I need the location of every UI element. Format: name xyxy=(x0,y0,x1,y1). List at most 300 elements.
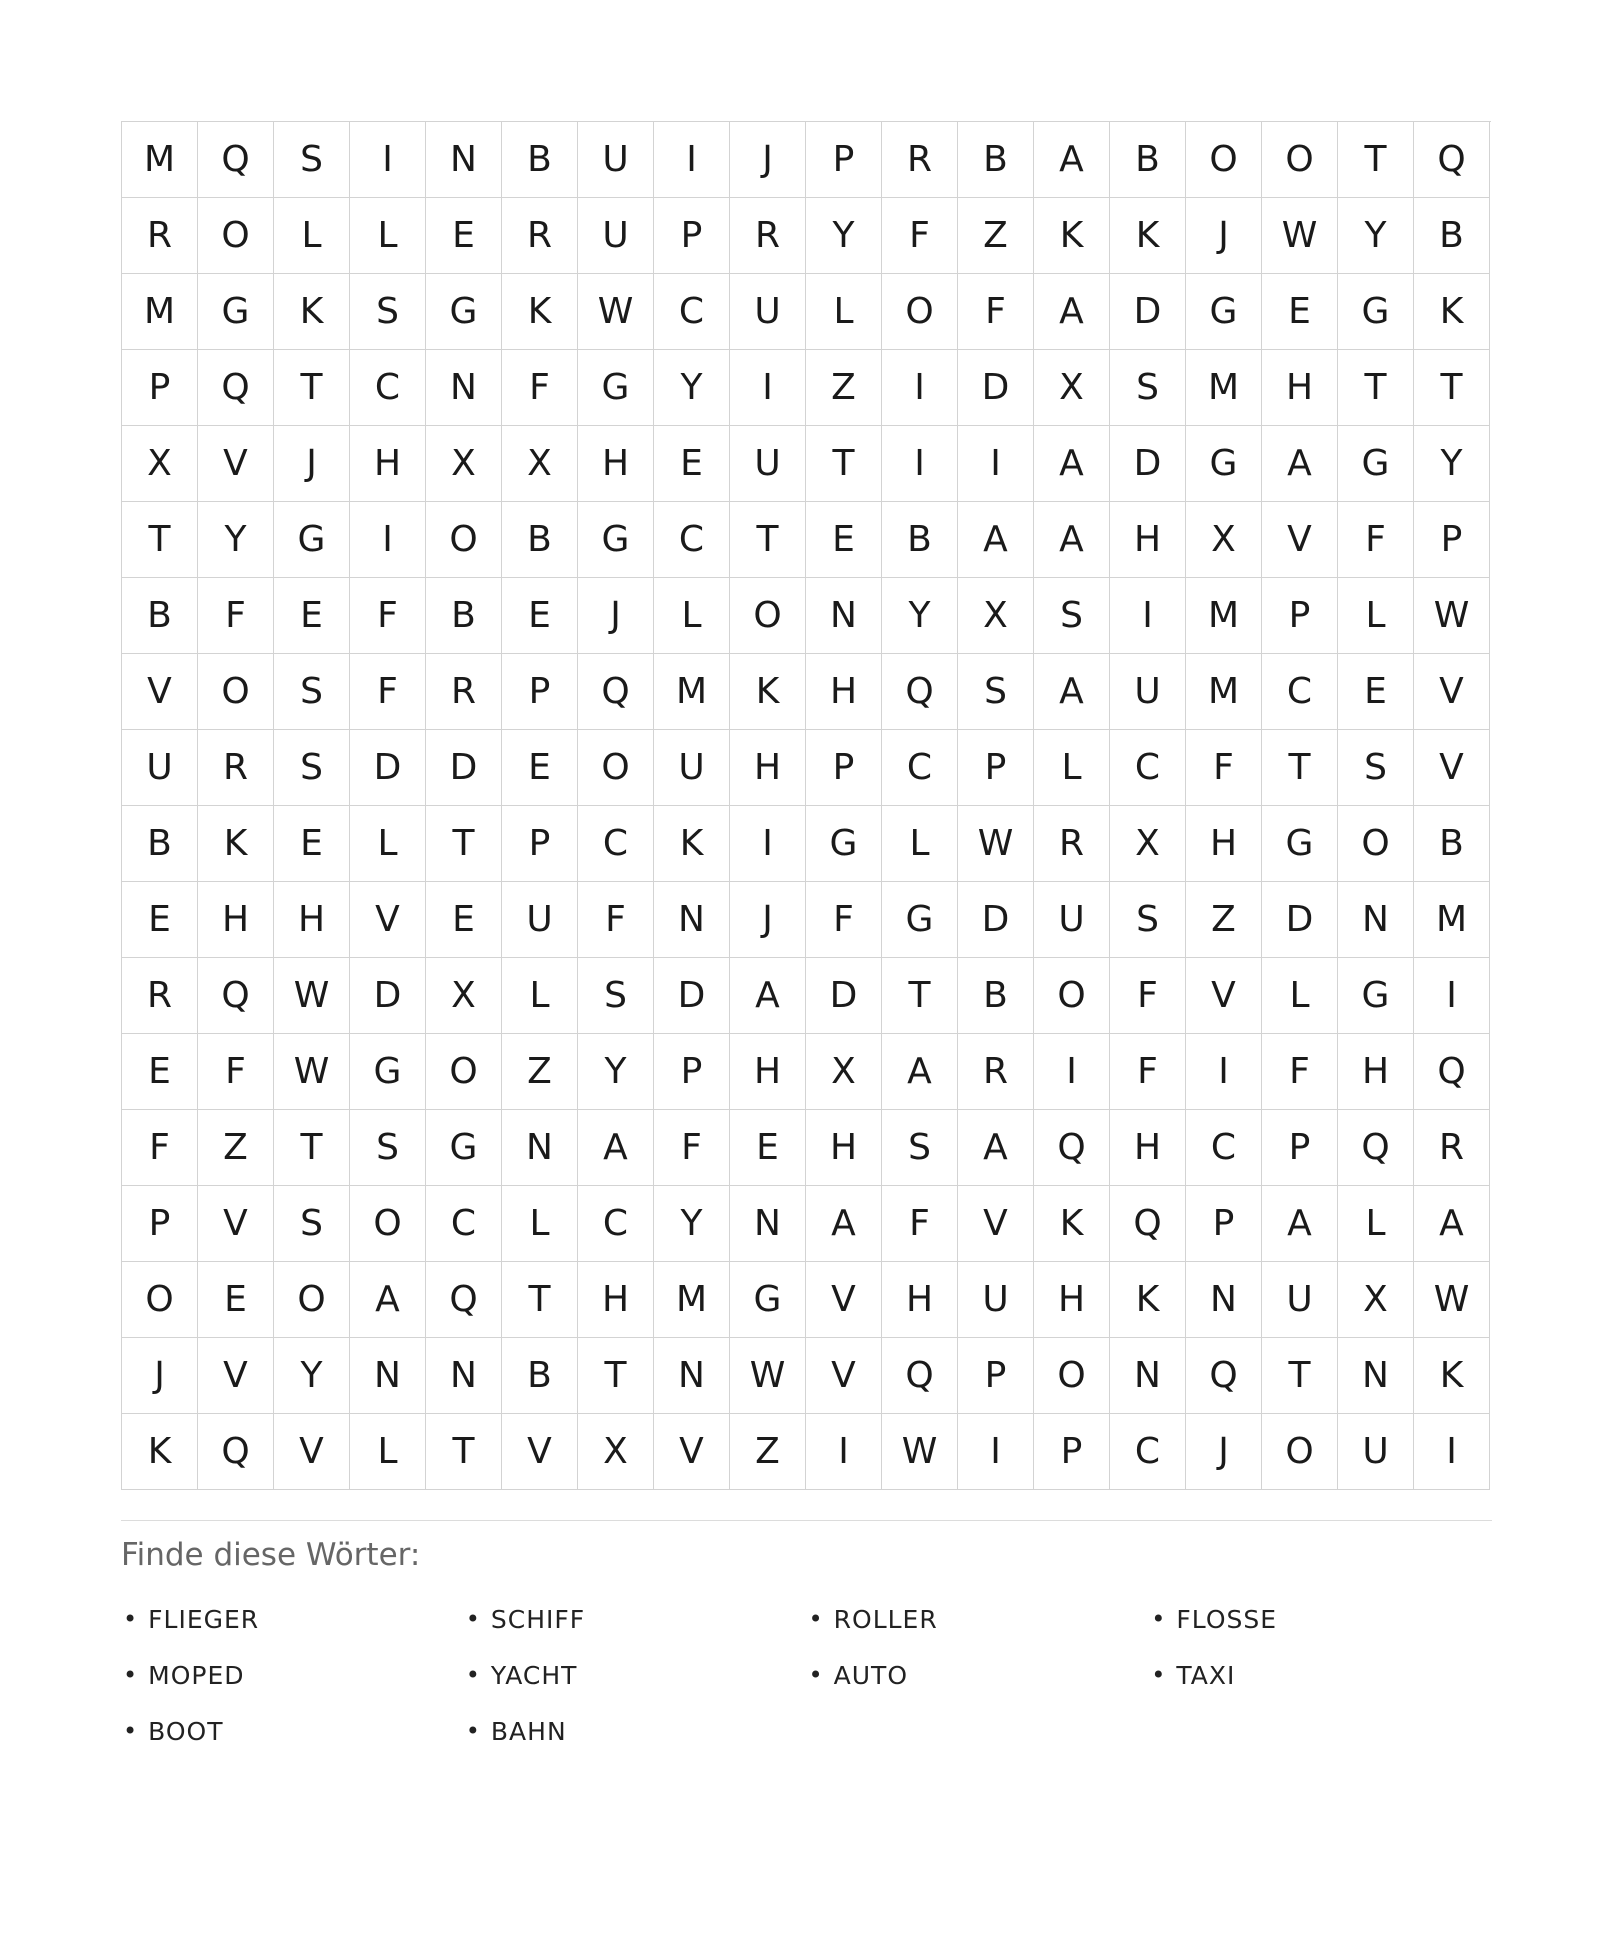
grid-cell[interactable]: S xyxy=(1338,730,1414,806)
grid-cell[interactable]: S xyxy=(1034,578,1110,654)
grid-cell[interactable]: A xyxy=(882,1034,958,1110)
grid-cell[interactable]: I xyxy=(730,806,806,882)
grid-cell[interactable]: Y xyxy=(654,1186,730,1262)
grid-cell[interactable]: D xyxy=(1262,882,1338,958)
grid-cell[interactable]: B xyxy=(1110,122,1186,198)
grid-cell[interactable]: X xyxy=(1034,350,1110,426)
grid-cell[interactable]: T xyxy=(806,426,882,502)
grid-cell[interactable]: C xyxy=(654,502,730,578)
grid-cell[interactable]: M xyxy=(122,122,198,198)
grid-cell[interactable]: K xyxy=(1034,1186,1110,1262)
grid-cell[interactable]: D xyxy=(654,958,730,1034)
grid-cell[interactable]: P xyxy=(1414,502,1490,578)
grid-cell[interactable]: F xyxy=(198,578,274,654)
grid-cell[interactable]: P xyxy=(122,1186,198,1262)
grid-cell[interactable]: R xyxy=(198,730,274,806)
grid-cell[interactable]: L xyxy=(502,958,578,1034)
grid-cell[interactable]: H xyxy=(1262,350,1338,426)
grid-cell[interactable]: Z xyxy=(198,1110,274,1186)
grid-cell[interactable]: I xyxy=(1110,578,1186,654)
grid-cell[interactable]: K xyxy=(1414,274,1490,350)
grid-cell[interactable]: U xyxy=(578,122,654,198)
grid-cell[interactable]: O xyxy=(198,198,274,274)
grid-cell[interactable]: K xyxy=(1110,198,1186,274)
grid-cell[interactable]: O xyxy=(578,730,654,806)
grid-cell[interactable]: O xyxy=(882,274,958,350)
grid-cell[interactable]: C xyxy=(882,730,958,806)
grid-cell[interactable]: W xyxy=(1262,198,1338,274)
grid-cell[interactable]: X xyxy=(1338,1262,1414,1338)
grid-cell[interactable]: N xyxy=(502,1110,578,1186)
grid-cell[interactable]: D xyxy=(1110,426,1186,502)
grid-cell[interactable]: F xyxy=(958,274,1034,350)
grid-cell[interactable]: B xyxy=(502,122,578,198)
grid-cell[interactable]: C xyxy=(350,350,426,426)
grid-cell[interactable]: O xyxy=(1262,1414,1338,1490)
grid-cell[interactable]: K xyxy=(654,806,730,882)
grid-cell[interactable]: I xyxy=(350,502,426,578)
grid-cell[interactable]: D xyxy=(350,730,426,806)
grid-cell[interactable]: V xyxy=(1414,654,1490,730)
grid-cell[interactable]: C xyxy=(1186,1110,1262,1186)
grid-cell[interactable]: N xyxy=(350,1338,426,1414)
grid-cell[interactable]: S xyxy=(350,274,426,350)
grid-cell[interactable]: H xyxy=(1110,502,1186,578)
grid-cell[interactable]: W xyxy=(1414,578,1490,654)
grid-cell[interactable]: Y xyxy=(654,350,730,426)
grid-cell[interactable]: G xyxy=(1338,958,1414,1034)
grid-cell[interactable]: N xyxy=(654,882,730,958)
grid-cell[interactable]: Y xyxy=(274,1338,350,1414)
grid-cell[interactable]: P xyxy=(958,730,1034,806)
grid-cell[interactable]: D xyxy=(958,882,1034,958)
grid-cell[interactable]: T xyxy=(502,1262,578,1338)
grid-cell[interactable]: T xyxy=(1338,122,1414,198)
grid-cell[interactable]: W xyxy=(578,274,654,350)
grid-cell[interactable]: F xyxy=(578,882,654,958)
grid-cell[interactable]: F xyxy=(882,198,958,274)
grid-cell[interactable]: M xyxy=(1186,578,1262,654)
grid-cell[interactable]: U xyxy=(958,1262,1034,1338)
grid-cell[interactable]: A xyxy=(1262,1186,1338,1262)
grid-cell[interactable]: M xyxy=(122,274,198,350)
grid-cell[interactable]: M xyxy=(654,1262,730,1338)
grid-cell[interactable]: B xyxy=(958,958,1034,1034)
grid-cell[interactable]: L xyxy=(1262,958,1338,1034)
grid-cell[interactable]: S xyxy=(350,1110,426,1186)
grid-cell[interactable]: R xyxy=(122,958,198,1034)
grid-cell[interactable]: Z xyxy=(958,198,1034,274)
grid-cell[interactable]: G xyxy=(806,806,882,882)
grid-cell[interactable]: G xyxy=(882,882,958,958)
grid-cell[interactable]: M xyxy=(1414,882,1490,958)
grid-cell[interactable]: G xyxy=(1186,274,1262,350)
grid-cell[interactable]: L xyxy=(1338,578,1414,654)
grid-cell[interactable]: H xyxy=(806,654,882,730)
grid-cell[interactable]: Y xyxy=(882,578,958,654)
grid-cell[interactable]: A xyxy=(958,1110,1034,1186)
grid-cell[interactable]: F xyxy=(882,1186,958,1262)
grid-cell[interactable]: O xyxy=(426,1034,502,1110)
grid-cell[interactable]: P xyxy=(654,198,730,274)
grid-cell[interactable]: C xyxy=(654,274,730,350)
grid-cell[interactable]: X xyxy=(122,426,198,502)
grid-cell[interactable]: H xyxy=(730,730,806,806)
grid-cell[interactable]: Q xyxy=(426,1262,502,1338)
grid-cell[interactable]: U xyxy=(730,274,806,350)
grid-cell[interactable]: V xyxy=(654,1414,730,1490)
grid-cell[interactable]: D xyxy=(806,958,882,1034)
grid-cell[interactable]: Q xyxy=(1034,1110,1110,1186)
grid-cell[interactable]: E xyxy=(730,1110,806,1186)
grid-cell[interactable]: R xyxy=(1034,806,1110,882)
grid-cell[interactable]: A xyxy=(1034,502,1110,578)
grid-cell[interactable]: P xyxy=(502,654,578,730)
grid-cell[interactable]: N xyxy=(730,1186,806,1262)
grid-cell[interactable]: P xyxy=(1262,578,1338,654)
grid-cell[interactable]: H xyxy=(1338,1034,1414,1110)
grid-cell[interactable]: U xyxy=(654,730,730,806)
grid-cell[interactable]: L xyxy=(654,578,730,654)
grid-cell[interactable]: A xyxy=(350,1262,426,1338)
grid-cell[interactable]: S xyxy=(1110,882,1186,958)
grid-cell[interactable]: B xyxy=(426,578,502,654)
grid-cell[interactable]: G xyxy=(1186,426,1262,502)
grid-cell[interactable]: P xyxy=(1262,1110,1338,1186)
grid-cell[interactable]: K xyxy=(1034,198,1110,274)
grid-cell[interactable]: O xyxy=(1338,806,1414,882)
grid-cell[interactable]: L xyxy=(350,1414,426,1490)
grid-cell[interactable]: X xyxy=(578,1414,654,1490)
grid-cell[interactable]: I xyxy=(1186,1034,1262,1110)
grid-cell[interactable]: V xyxy=(198,1338,274,1414)
grid-cell[interactable]: Y xyxy=(1338,198,1414,274)
grid-cell[interactable]: D xyxy=(958,350,1034,426)
grid-cell[interactable]: T xyxy=(578,1338,654,1414)
grid-cell[interactable]: O xyxy=(122,1262,198,1338)
grid-cell[interactable]: F xyxy=(350,578,426,654)
grid-cell[interactable]: D xyxy=(1110,274,1186,350)
grid-cell[interactable]: A xyxy=(1034,274,1110,350)
grid-cell[interactable]: I xyxy=(1414,958,1490,1034)
grid-cell[interactable]: S xyxy=(274,1186,350,1262)
grid-cell[interactable]: Z xyxy=(806,350,882,426)
grid-cell[interactable]: H xyxy=(1034,1262,1110,1338)
grid-cell[interactable]: N xyxy=(1110,1338,1186,1414)
grid-cell[interactable]: U xyxy=(1262,1262,1338,1338)
grid-cell[interactable]: N xyxy=(426,122,502,198)
grid-cell[interactable]: Q xyxy=(882,654,958,730)
grid-cell[interactable]: O xyxy=(350,1186,426,1262)
grid-cell[interactable]: E xyxy=(198,1262,274,1338)
grid-cell[interactable]: P xyxy=(958,1338,1034,1414)
grid-cell[interactable]: S xyxy=(1110,350,1186,426)
grid-cell[interactable]: S xyxy=(274,122,350,198)
grid-cell[interactable]: X xyxy=(426,426,502,502)
grid-cell[interactable]: G xyxy=(578,350,654,426)
grid-cell[interactable]: T xyxy=(882,958,958,1034)
grid-cell[interactable]: G xyxy=(1262,806,1338,882)
grid-cell[interactable]: S xyxy=(578,958,654,1034)
grid-cell[interactable]: L xyxy=(350,198,426,274)
grid-cell[interactable]: Y xyxy=(1414,426,1490,502)
grid-cell[interactable]: F xyxy=(198,1034,274,1110)
grid-cell[interactable]: M xyxy=(1186,350,1262,426)
grid-cell[interactable]: Z xyxy=(730,1414,806,1490)
grid-cell[interactable]: O xyxy=(730,578,806,654)
grid-cell[interactable]: A xyxy=(578,1110,654,1186)
grid-cell[interactable]: K xyxy=(122,1414,198,1490)
grid-cell[interactable]: V xyxy=(806,1262,882,1338)
grid-cell[interactable]: P xyxy=(1186,1186,1262,1262)
grid-cell[interactable]: R xyxy=(958,1034,1034,1110)
grid-cell[interactable]: J xyxy=(122,1338,198,1414)
grid-cell[interactable]: O xyxy=(1186,122,1262,198)
grid-cell[interactable]: Y xyxy=(806,198,882,274)
grid-cell[interactable]: F xyxy=(1338,502,1414,578)
grid-cell[interactable]: V xyxy=(502,1414,578,1490)
grid-cell[interactable]: T xyxy=(1414,350,1490,426)
grid-cell[interactable]: N xyxy=(426,350,502,426)
grid-cell[interactable]: V xyxy=(1186,958,1262,1034)
grid-cell[interactable]: A xyxy=(1414,1186,1490,1262)
grid-cell[interactable]: T xyxy=(426,1414,502,1490)
grid-cell[interactable]: E xyxy=(806,502,882,578)
grid-cell[interactable]: H xyxy=(274,882,350,958)
grid-cell[interactable]: R xyxy=(730,198,806,274)
grid-cell[interactable]: U xyxy=(730,426,806,502)
grid-cell[interactable]: A xyxy=(1034,654,1110,730)
grid-cell[interactable]: E xyxy=(654,426,730,502)
grid-cell[interactable]: R xyxy=(882,122,958,198)
grid-cell[interactable]: Z xyxy=(1186,882,1262,958)
grid-cell[interactable]: B xyxy=(502,502,578,578)
grid-cell[interactable]: E xyxy=(426,882,502,958)
grid-cell[interactable]: E xyxy=(502,578,578,654)
grid-cell[interactable]: B xyxy=(882,502,958,578)
grid-cell[interactable]: Q xyxy=(578,654,654,730)
grid-cell[interactable]: X xyxy=(1186,502,1262,578)
grid-cell[interactable]: N xyxy=(654,1338,730,1414)
grid-cell[interactable]: U xyxy=(578,198,654,274)
grid-cell[interactable]: V xyxy=(350,882,426,958)
grid-cell[interactable]: T xyxy=(730,502,806,578)
grid-cell[interactable]: S xyxy=(274,654,350,730)
grid-cell[interactable]: N xyxy=(1338,1338,1414,1414)
grid-cell[interactable]: H xyxy=(1186,806,1262,882)
grid-cell[interactable]: L xyxy=(1034,730,1110,806)
grid-cell[interactable]: L xyxy=(1338,1186,1414,1262)
grid-cell[interactable]: F xyxy=(1110,1034,1186,1110)
grid-cell[interactable]: E xyxy=(274,578,350,654)
grid-cell[interactable]: E xyxy=(502,730,578,806)
grid-cell[interactable]: H xyxy=(1110,1110,1186,1186)
grid-cell[interactable]: T xyxy=(1262,730,1338,806)
grid-cell[interactable]: H xyxy=(730,1034,806,1110)
grid-cell[interactable]: O xyxy=(274,1262,350,1338)
grid-cell[interactable]: K xyxy=(502,274,578,350)
grid-cell[interactable]: T xyxy=(122,502,198,578)
grid-cell[interactable]: O xyxy=(1034,1338,1110,1414)
grid-cell[interactable]: D xyxy=(350,958,426,1034)
grid-cell[interactable]: H xyxy=(578,1262,654,1338)
grid-cell[interactable]: K xyxy=(1110,1262,1186,1338)
grid-cell[interactable]: K xyxy=(730,654,806,730)
grid-cell[interactable]: V xyxy=(806,1338,882,1414)
grid-cell[interactable]: B xyxy=(122,806,198,882)
grid-cell[interactable]: J xyxy=(730,882,806,958)
grid-cell[interactable]: F xyxy=(1186,730,1262,806)
grid-cell[interactable]: G xyxy=(274,502,350,578)
grid-cell[interactable]: T xyxy=(426,806,502,882)
grid-cell[interactable]: R xyxy=(426,654,502,730)
grid-cell[interactable]: Y xyxy=(198,502,274,578)
grid-cell[interactable]: W xyxy=(274,958,350,1034)
grid-cell[interactable]: Q xyxy=(1186,1338,1262,1414)
grid-cell[interactable]: G xyxy=(730,1262,806,1338)
grid-cell[interactable]: G xyxy=(350,1034,426,1110)
grid-cell[interactable]: S xyxy=(274,730,350,806)
grid-cell[interactable]: I xyxy=(1414,1414,1490,1490)
grid-cell[interactable]: E xyxy=(122,1034,198,1110)
grid-cell[interactable]: F xyxy=(1110,958,1186,1034)
grid-cell[interactable]: A xyxy=(958,502,1034,578)
grid-cell[interactable]: I xyxy=(1034,1034,1110,1110)
grid-cell[interactable]: C xyxy=(1110,1414,1186,1490)
grid-cell[interactable]: P xyxy=(806,730,882,806)
grid-cell[interactable]: P xyxy=(122,350,198,426)
grid-cell[interactable]: W xyxy=(958,806,1034,882)
grid-cell[interactable]: V xyxy=(1262,502,1338,578)
grid-cell[interactable]: Z xyxy=(502,1034,578,1110)
grid-cell[interactable]: O xyxy=(1262,122,1338,198)
grid-cell[interactable]: E xyxy=(1262,274,1338,350)
grid-cell[interactable]: B xyxy=(502,1338,578,1414)
grid-cell[interactable]: U xyxy=(1338,1414,1414,1490)
grid-cell[interactable]: U xyxy=(1110,654,1186,730)
grid-cell[interactable]: Q xyxy=(198,350,274,426)
grid-cell[interactable]: Y xyxy=(578,1034,654,1110)
grid-cell[interactable]: B xyxy=(958,122,1034,198)
grid-cell[interactable]: H xyxy=(198,882,274,958)
grid-cell[interactable]: X xyxy=(502,426,578,502)
grid-cell[interactable]: R xyxy=(1414,1110,1490,1186)
grid-cell[interactable]: H xyxy=(350,426,426,502)
grid-cell[interactable]: G xyxy=(1338,274,1414,350)
grid-cell[interactable]: L xyxy=(274,198,350,274)
grid-cell[interactable]: J xyxy=(730,122,806,198)
grid-cell[interactable]: V xyxy=(198,426,274,502)
grid-cell[interactable]: F xyxy=(806,882,882,958)
grid-cell[interactable]: B xyxy=(122,578,198,654)
grid-cell[interactable]: X xyxy=(1110,806,1186,882)
grid-cell[interactable]: Q xyxy=(198,1414,274,1490)
grid-cell[interactable]: U xyxy=(1034,882,1110,958)
grid-cell[interactable]: M xyxy=(654,654,730,730)
grid-cell[interactable]: P xyxy=(502,806,578,882)
grid-cell[interactable]: E xyxy=(122,882,198,958)
grid-cell[interactable]: F xyxy=(122,1110,198,1186)
grid-cell[interactable]: E xyxy=(426,198,502,274)
grid-cell[interactable]: X xyxy=(806,1034,882,1110)
grid-cell[interactable]: Q xyxy=(198,958,274,1034)
grid-cell[interactable]: B xyxy=(1414,806,1490,882)
grid-cell[interactable]: C xyxy=(1110,730,1186,806)
grid-cell[interactable]: T xyxy=(1338,350,1414,426)
grid-cell[interactable]: V xyxy=(122,654,198,730)
grid-cell[interactable]: P xyxy=(1034,1414,1110,1490)
grid-cell[interactable]: O xyxy=(426,502,502,578)
grid-cell[interactable]: I xyxy=(806,1414,882,1490)
grid-cell[interactable]: N xyxy=(426,1338,502,1414)
grid-cell[interactable]: A xyxy=(1262,426,1338,502)
grid-cell[interactable]: N xyxy=(1186,1262,1262,1338)
grid-cell[interactable]: G xyxy=(578,502,654,578)
grid-cell[interactable]: T xyxy=(1262,1338,1338,1414)
grid-cell[interactable]: B xyxy=(1414,198,1490,274)
grid-cell[interactable]: K xyxy=(1414,1338,1490,1414)
grid-cell[interactable]: J xyxy=(274,426,350,502)
grid-cell[interactable]: W xyxy=(274,1034,350,1110)
grid-cell[interactable]: M xyxy=(1186,654,1262,730)
grid-cell[interactable]: K xyxy=(274,274,350,350)
grid-cell[interactable]: C xyxy=(1262,654,1338,730)
grid-cell[interactable]: L xyxy=(350,806,426,882)
grid-cell[interactable]: S xyxy=(958,654,1034,730)
grid-cell[interactable]: A xyxy=(1034,122,1110,198)
grid-cell[interactable]: P xyxy=(806,122,882,198)
grid-cell[interactable]: F xyxy=(654,1110,730,1186)
grid-cell[interactable]: D xyxy=(426,730,502,806)
grid-cell[interactable]: F xyxy=(502,350,578,426)
grid-cell[interactable]: G xyxy=(198,274,274,350)
grid-cell[interactable]: X xyxy=(958,578,1034,654)
grid-cell[interactable]: A xyxy=(1034,426,1110,502)
grid-cell[interactable]: A xyxy=(730,958,806,1034)
grid-cell[interactable]: Q xyxy=(882,1338,958,1414)
grid-cell[interactable]: Q xyxy=(1110,1186,1186,1262)
grid-cell[interactable]: I xyxy=(350,122,426,198)
grid-cell[interactable]: Q xyxy=(198,122,274,198)
grid-cell[interactable]: C xyxy=(578,806,654,882)
grid-cell[interactable]: Q xyxy=(1414,122,1490,198)
grid-cell[interactable]: V xyxy=(958,1186,1034,1262)
grid-cell[interactable]: H xyxy=(806,1110,882,1186)
grid-cell[interactable]: C xyxy=(426,1186,502,1262)
grid-cell[interactable]: S xyxy=(882,1110,958,1186)
grid-cell[interactable]: V xyxy=(1414,730,1490,806)
grid-cell[interactable]: O xyxy=(1034,958,1110,1034)
grid-cell[interactable]: Q xyxy=(1338,1110,1414,1186)
grid-cell[interactable]: R xyxy=(502,198,578,274)
grid-cell[interactable]: I xyxy=(958,426,1034,502)
grid-cell[interactable]: G xyxy=(1338,426,1414,502)
grid-cell[interactable]: F xyxy=(1262,1034,1338,1110)
grid-cell[interactable]: I xyxy=(882,350,958,426)
grid-cell[interactable]: J xyxy=(1186,1414,1262,1490)
grid-cell[interactable]: N xyxy=(806,578,882,654)
grid-cell[interactable]: V xyxy=(198,1186,274,1262)
grid-cell[interactable]: W xyxy=(882,1414,958,1490)
grid-cell[interactable]: E xyxy=(1338,654,1414,730)
grid-cell[interactable]: N xyxy=(1338,882,1414,958)
grid-cell[interactable]: T xyxy=(274,350,350,426)
grid-cell[interactable]: K xyxy=(198,806,274,882)
grid-cell[interactable]: R xyxy=(122,198,198,274)
grid-cell[interactable]: L xyxy=(502,1186,578,1262)
grid-cell[interactable]: H xyxy=(578,426,654,502)
grid-cell[interactable]: I xyxy=(654,122,730,198)
